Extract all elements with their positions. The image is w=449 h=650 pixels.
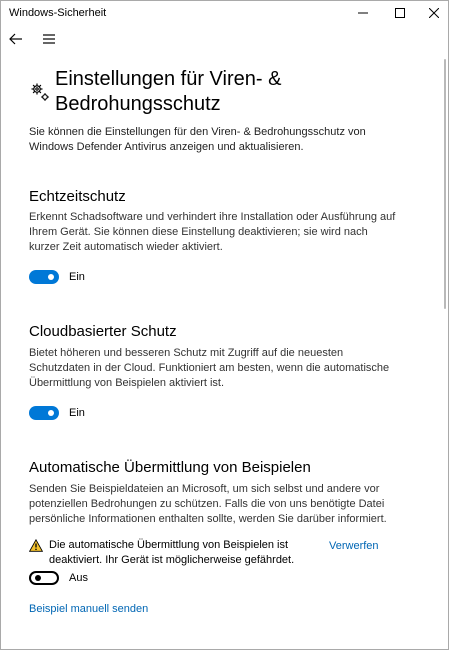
maximize-icon bbox=[395, 8, 405, 18]
back-button[interactable] bbox=[8, 31, 24, 47]
nav-bar bbox=[1, 25, 448, 53]
cloud-description: Bietet höheren und besseren Schutz mit Zugriff auf die neuesten Schutzdaten in der Cloud. Funktioniert am besten, wenn die automatische Übermittlung von Beispielen aktiviert ist. bbox=[29, 347, 390, 389]
page-title: Einstellungen für Viren- & Bedrohungsschutz bbox=[55, 68, 282, 115]
menu-button[interactable] bbox=[41, 31, 57, 47]
realtime-description: Erkennt Schadsoftware und verhindert ihre Installation oder Ausführung auf Ihrem Gerät. Sie können diese Einstellung deaktivieren; sie wird nach kurzer Zeit automatisch wieder aktiviert. bbox=[29, 211, 396, 253]
maximize-button[interactable] bbox=[383, 1, 417, 25]
realtime-toggle-label: Ein bbox=[69, 271, 85, 283]
toggle-knob bbox=[48, 274, 54, 280]
samples-warning-text: Die automatische Übermittlung von Beispielen ist deaktiviert. Ihr Gerät ist möglicherweise gefährdet. bbox=[49, 539, 295, 566]
close-icon bbox=[429, 8, 439, 18]
manual-send-link[interactable]: Beispiel manuell senden bbox=[29, 603, 149, 615]
hamburger-menu-icon bbox=[41, 31, 57, 47]
toggle-knob bbox=[35, 575, 41, 581]
scrollbar[interactable] bbox=[444, 59, 446, 309]
cloud-toggle[interactable] bbox=[29, 406, 59, 420]
back-arrow-icon bbox=[8, 31, 24, 47]
samples-section-title: Automatische Übermittlung von Beispielen bbox=[29, 459, 311, 476]
samples-description: Senden Sie Beispieldateien an Microsoft, um sich selbst und andere vor potenziellen Bedrohungen zu schützen. Falls die von uns benötigte Datei persönliche Informationen enthalten sollte, werden Sie darüber informiert. bbox=[29, 483, 387, 525]
title-bar bbox=[1, 1, 448, 25]
minimize-icon bbox=[358, 8, 368, 18]
cloud-section-title: Cloudbasierter Schutz bbox=[29, 323, 177, 340]
realtime-toggle[interactable] bbox=[29, 270, 59, 284]
realtime-section-title: Echtzeitschutz bbox=[29, 188, 126, 205]
close-button[interactable] bbox=[417, 1, 449, 25]
cloud-toggle-label: Ein bbox=[69, 407, 85, 419]
page-intro: Sie können die Einstellungen für den Viren- & Bedrohungsschutz von Windows Defender Antivirus anzeigen und aktualisieren. bbox=[29, 126, 366, 153]
minimize-button[interactable] bbox=[346, 1, 380, 25]
warning-icon bbox=[29, 539, 43, 552]
window-title: Windows-Sicherheit bbox=[9, 7, 107, 19]
samples-toggle-label: Aus bbox=[69, 572, 88, 584]
dismiss-link[interactable]: Verwerfen bbox=[329, 540, 379, 552]
gear-icon bbox=[29, 81, 51, 103]
toggle-knob bbox=[48, 410, 54, 416]
samples-toggle[interactable] bbox=[29, 571, 59, 585]
